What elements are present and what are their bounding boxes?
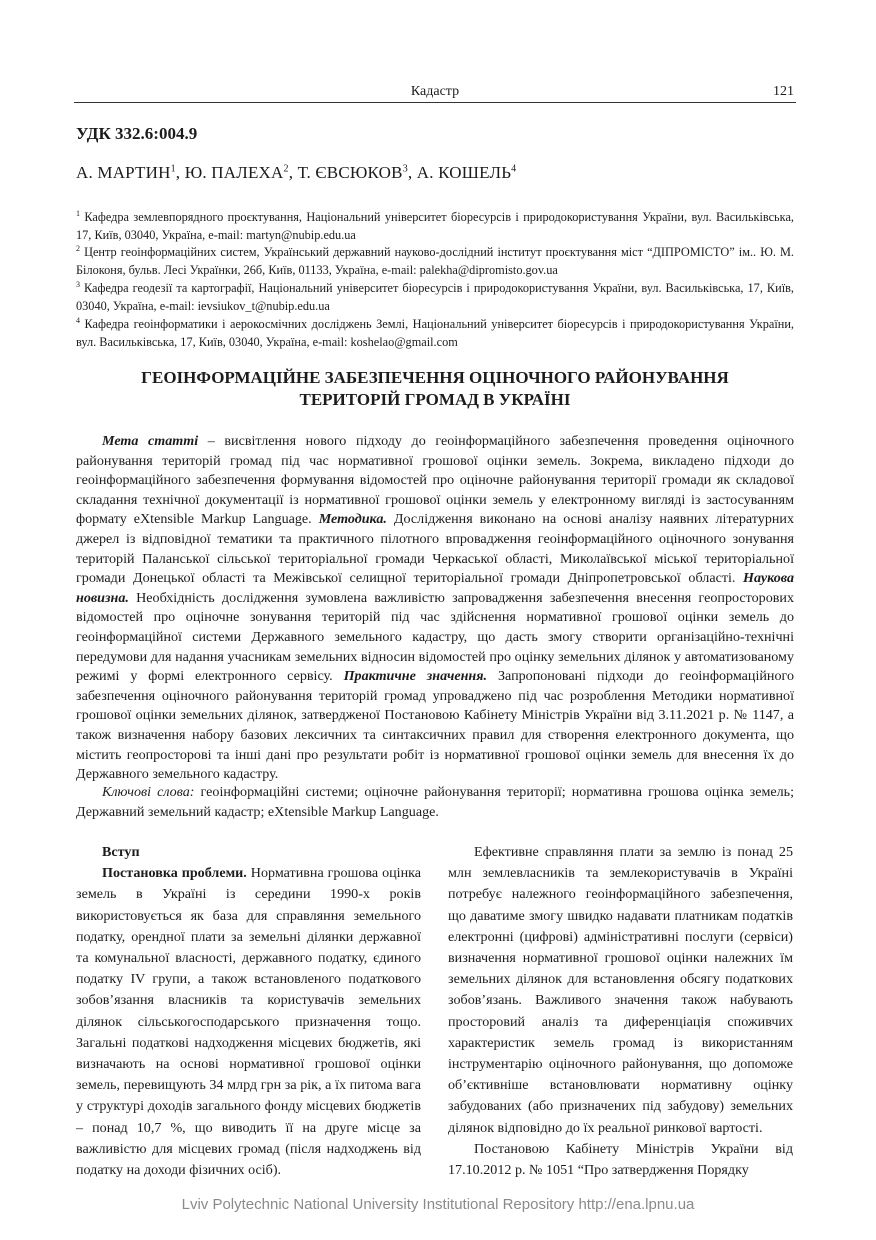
aff-text: Кафедра землевпорядного проєктування, Національний університет біоресурсів і природокористування України, вул. Васильківська, 17, Київ, 03040, Україна, e-mail: martyn@nubip.edu.ua [76,210,794,243]
repository-footer: Lviv Polytechnic National University Institutional Repository http://ena.lpnu.ua [181,1196,695,1213]
udk-code: УДК 332.6:004.9 [76,124,198,143]
aff-text: Центр геоінформаційних систем, Український державний науково-дослідний інститут проєктування міст “ДІПРОМІСТО” ім.. Ю. М. Білоконя, бульв. Лесі Українки, 26б, Київ, 01133, Україна, e-mail: palekha@dipromisto.gov.ua [76,245,794,278]
abstract [76,432,794,785]
author-sup: 2 [283,163,289,175]
author-list: А. МАРТИН$^1$, Ю. ПАЛЕХА$^2$, Т. ЄВСЮКОВ$^3$, А. КОШЕЛЬ$^4$ [76,163,517,182]
affiliation [76,240,794,279]
practical-label: Практичне значення. [343,668,488,685]
author-sup: 3 [402,163,408,175]
left-column [76,842,421,1181]
keywords [76,783,794,822]
paragraph: Ефективне справляння плати за землю із понад 25 млн землевласників та землекористувачів в Україні потребує належного геоінформаційного забезпечення, що даватиме змогу швидко надавати платникам податків електронні (цифрові) адміністративні послуги (сервіси) визначення нормативної грошової оцінки належних їм земельних ділянок для встановлення обсягу податкових зобов’язань. Важливого значення також набувають просторовий аналіз та диференціація споживчих характеристик земель громад із використанням інструментарію оціночного районування, що допоможе об’єктивніше встановлювати нормативну оцінку забудованих (або призначених під забудову) земельних ділянок відповідно до їх реальної ринкової вартості. [448,844,793,1136]
article-title [76,367,794,411]
aff-sup: 1 [76,209,80,218]
section-heading: Вступ [102,844,140,860]
keywords-label: Ключові слова: [102,784,195,800]
author-sup: 1 [170,163,176,175]
author-name: А. КОШЕЛЬ [416,163,512,182]
method-label: Методика. [318,511,387,528]
author-name: Т. ЄВСЮКОВ [297,163,403,182]
paragraph: Постановою Кабінету Міністрів України від 17.10.2012 р. № 1051 “Про затвердження Порядку [448,1140,793,1179]
paragraph [76,863,421,1181]
novelty-label: Наукова новизна. [76,570,794,606]
practical-text: Запропоновані підходи до геоінформаційного забезпечення оціночного районування територій громад упроваджено під час розроблення Методики нормативної грошової оцінки земельних ділянок, затвердженої Постановою Кабінету Міністрів України від 3.11.2021 р. № 1147, а також визначення набору базових лексичних та синтаксичних правил для створення електронного документа, що містить геопросторові та інші дані про результати робіт із нормативної грошової оцінки земель для внесення їх до Державного земельного кадастру. [76,668,794,783]
article-title-line: ТЕРИТОРІЙ ГРОМАД В УКРАЇНІ [299,390,571,409]
author-name: А. МАРТИН [76,163,171,182]
journal-section-title: Кадастр [410,84,460,99]
article-title-line: ГЕОІНФОРМАЦІЙНЕ ЗАБЕЗПЕЧЕННЯ ОЦІНОЧНОГО РАЙОНУВАННЯ [141,368,729,387]
page-number: 121 [773,84,794,99]
aff-sup: 2 [76,244,80,253]
right-column [448,842,793,1181]
affiliation [76,276,794,315]
aim-label: Мета статті [102,433,199,449]
affiliation [76,205,794,244]
problem-text: Нормативна грошова оцінка земель в Україні із середини 1990-х років використовується як база для справляння земельного податку, орендної плати за земельні ділянки державної та комунальної власності, державного податку, єдиного податку IV групи, а також встановленого податкового зобов’язання власників та користувачів земельних ділянок сільськогосподарського призначення тощо. Загальні податкові надходження місцевих бюджетів, які визначають на основі нормативної грошової оцінки земель, перевищують 34 млрд грн за рік, а їх питома вага у структурі доходів загального фонду місцевих бюджетів – понад 10,7 %, що виводить її на друге місце за важливістю для місцевих громад (після надходжень від податку на доходи фізичних осіб). [76,865,422,1179]
affiliation [76,312,794,351]
keywords-text: геоінформаційні системи; оціночне районування території; нормативна грошова оцінка земель; Державний земельний кадастр; eXtensible Markup Language. [76,784,795,820]
method-text: Дослідження виконано на основі аналізу наявних літературних джерел із відповідної тематики та практичного пілотного впровадження геоінформаційного оціночного зонування територій Паланської сільської територіальної громади Черкаської області, Миколаївської міської територіальної громади Донецької області та Межівської селищної територіальної громади Дніпропетровської області. [76,511,794,587]
aim-text: – висвітлення нового підходу до геоінформаційного забезпечення проведення оціночного районування територій громад під час нормативної грошової оцінки земель. Зокрема, викладено підходи до геоінформаційного забезпечення формування відомостей про оціночне районування території громади як складової складання технічної документації із нормативної грошової оцінки земель у електронному вигляді із застосуванням формату eXtensible Markup Language. [76,433,794,528]
aff-text: Кафедра геодезії та картографії, Національний університет біоресурсів і природокористування України, вул. Васильківська, 17, Київ, 03040, Україна, e-mail: ievsiukov_t@nubip.edu.ua [76,281,794,314]
novelty-text: Необхідність дослідження зумовлена важливістю запровадження забезпечення внесення геопросторових відомостей про оціночне зонування територій під час здійснення нормативної грошової оцінки земель до геоінформаційної системи Державного земельного кадастру, що дасть змогу створити організаційно-технічні передумови для надання учасникам земельних відносин відомостей про оцінку земельних ділянок у автоматизованому режимі у формі електронного сервісу. [76,589,794,685]
aff-sup: 4 [76,316,80,325]
problem-label: Постановка проблеми. [102,865,247,882]
running-header [74,84,796,103]
aff-text: Кафедра геоінформатики і аерокосмічних досліджень Землі, Національний університет біоресурсів і природокористування України, вул. Васильківська, 17, Київ, 03040, Україна, e-mail: koshelao@gmail.com [76,317,794,350]
aff-sup: 3 [76,280,80,289]
author-name: Ю. ПАЛЕХА [184,163,284,182]
author-sup: 4 [511,163,517,175]
